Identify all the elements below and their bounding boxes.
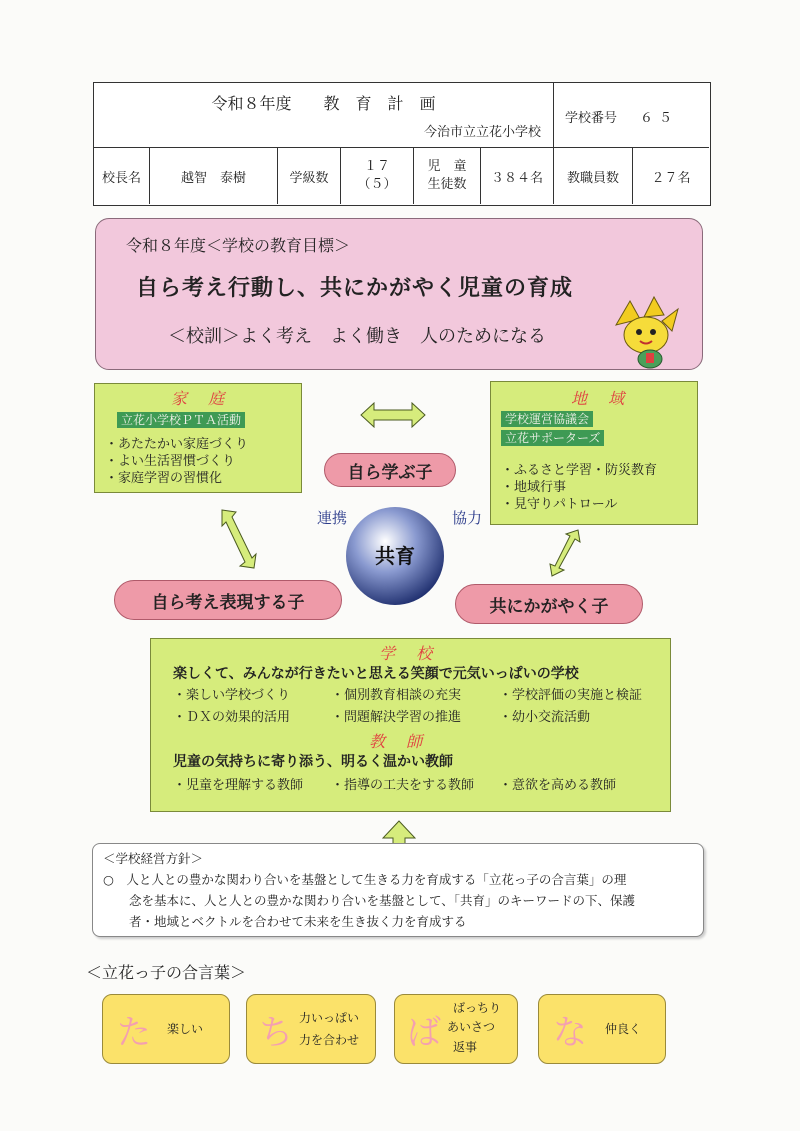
school-name: 今治市立立花小学校	[423, 124, 541, 140]
pta-badge: 立花小学校ＰＴＡ活動	[117, 412, 245, 428]
motto-kana: ち	[259, 1013, 293, 1053]
classes-value: １７	[363, 159, 390, 174]
motto-heading: ＜立花っ子の合言葉＞	[86, 963, 247, 982]
motto-card-chi	[246, 994, 376, 1064]
double-arrow-diagonal-left-icon	[218, 508, 258, 570]
teacher-title: 教 師	[369, 732, 431, 751]
home-item: ・家庭学習の習慣化	[105, 471, 223, 486]
double-arrow-horizontal-icon	[360, 402, 426, 428]
home-badge-wrap	[117, 409, 245, 428]
pill-self-expression: 自ら考え表現する子	[114, 580, 342, 620]
cooperation-label-right: 協力	[452, 509, 483, 527]
school-item: ・個別教育相談の充実	[331, 688, 462, 703]
motto-text: 力を合わせ	[299, 1033, 360, 1047]
school-item: ・楽しい学校づくり	[173, 688, 291, 703]
school-item: ・問題解決学習の推進	[331, 710, 462, 725]
mascot-image	[606, 295, 682, 371]
policy-line: ○ 人と人との豊かな関わり合いを基盤として生きる力を育成する「立花っ子の合言葉」の理	[103, 872, 627, 887]
school-item: ・学校評価の実施と検証	[499, 688, 643, 703]
pill-shine-together: 共にかがやく子	[455, 584, 643, 624]
cooperation-label-left: 連携	[317, 509, 348, 527]
school-teacher-box	[150, 638, 671, 812]
supporters-badge: 立花サポーターズ	[501, 430, 604, 446]
school-number-label: 学校番号	[564, 110, 617, 126]
school-item: ・幼小交流活動	[499, 710, 591, 725]
motto-text: 力いっぱい	[299, 1011, 360, 1025]
home-box	[94, 383, 302, 493]
policy-line: 者・地域とベクトルを合わせて未来を生き抜く力を育成する	[129, 914, 467, 929]
home-item: ・あたたかい家庭づくり	[105, 437, 249, 452]
education-goal-box	[95, 218, 703, 370]
students-label-2: 生徒数	[427, 177, 467, 192]
community-box	[490, 381, 698, 525]
principal-name: 越智 泰樹	[180, 170, 246, 186]
management-policy-box	[92, 843, 704, 937]
staff-label: 教職員数	[566, 170, 619, 186]
principal-label: 校長名	[101, 170, 141, 186]
school-title: 学 校	[379, 644, 441, 663]
community-item: ・ふるさと学習・防災教育	[501, 463, 658, 478]
policy-line: 念を基本に、人と人との豊かな関わり合いを基盤として、「共育」のキーワードの下、保護	[129, 893, 636, 908]
motto-text: ばっちり	[453, 1001, 502, 1015]
teacher-item: ・児童を理解する教師	[173, 778, 304, 793]
community-title: 地 域	[571, 389, 633, 408]
council-badge: 学校運営協議会	[501, 411, 593, 427]
community-item: ・地域行事	[501, 480, 567, 495]
teacher-headline: 児童の気持ちに寄り添う、明るく温かい教師	[173, 754, 453, 770]
motto-card-ba	[394, 994, 518, 1064]
motto-kana: ば	[407, 1013, 441, 1053]
classes-cell	[341, 148, 413, 204]
kyoiku-label: 共育	[375, 544, 415, 568]
classes-sub: （５）	[357, 177, 397, 192]
home-item: ・よい生活習慣づくり	[105, 454, 236, 469]
goal-heading: 令和８年度＜学校の教育目標＞	[126, 236, 351, 255]
motto-text: 返事	[453, 1040, 478, 1054]
school-number: ６５	[639, 110, 678, 126]
community-badge-wrap	[501, 408, 593, 427]
students-label-1: 児 童	[427, 159, 467, 174]
students-value: ３８４名	[490, 170, 543, 186]
motto-card-na	[538, 994, 666, 1064]
motto-kana: な	[553, 1013, 587, 1053]
motto-kana: た	[117, 1013, 151, 1053]
community-item: ・見守りパトロール	[501, 497, 618, 512]
motto-text: 楽しい	[167, 1022, 204, 1036]
teacher-item: ・意欲を高める教師	[499, 778, 617, 793]
classes-label: 学級数	[289, 170, 329, 186]
plan-title: 令和８年度 教 育 計 画	[211, 93, 436, 113]
policy-heading: ＜学校経営方針＞	[103, 851, 204, 866]
goal-main: 自ら考え行動し、共にかがやく児童の育成	[136, 276, 574, 301]
school-item: ・ＤＸの効果的活用	[173, 710, 291, 725]
double-arrow-diagonal-right-icon	[548, 528, 582, 578]
motto-card-ta	[102, 994, 230, 1064]
students-label-cell	[414, 148, 480, 204]
home-title: 家 庭	[171, 389, 233, 408]
teacher-item: ・指導の工夫をする教師	[331, 778, 475, 793]
motto-text: あいさつ	[447, 1020, 496, 1034]
school-headline: 楽しくて、みんなが行きたいと思える笑顔で元気いっぱいの学校	[173, 666, 579, 682]
community-badge-wrap	[501, 427, 604, 446]
pill-self-learning: 自ら学ぶ子	[324, 453, 456, 487]
staff-value: ２７名	[651, 170, 691, 186]
school-motto: ＜校訓＞よく考え よく働き 人のためになる	[168, 326, 546, 347]
school-info-table	[93, 82, 711, 206]
motto-text: 仲良く	[605, 1022, 642, 1036]
